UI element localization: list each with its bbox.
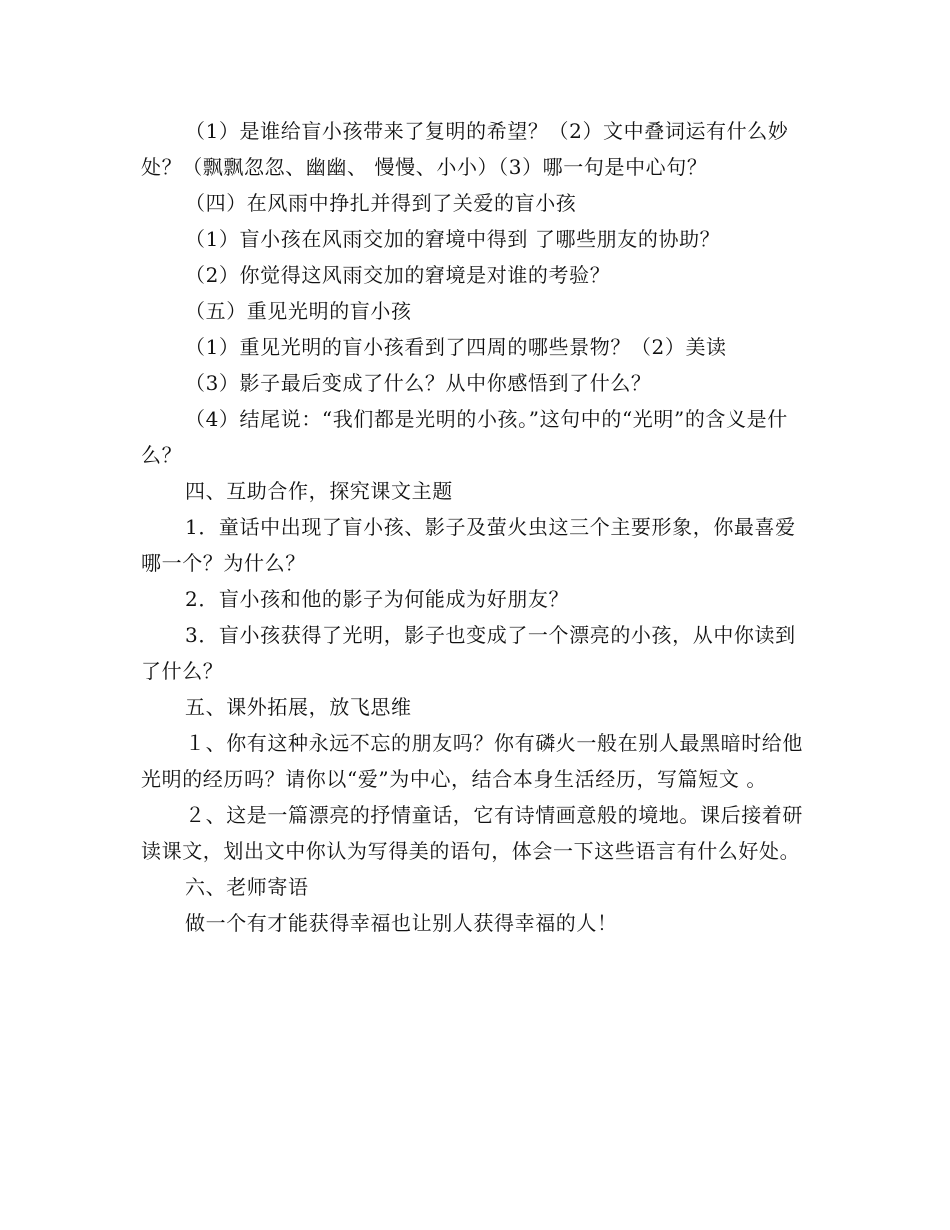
- heading-part-five: 五、课外拓展，放飞思维: [185, 695, 412, 719]
- paragraph-question-5-4: （4）结尾说：“我们都是光明的小孩。”这句中的“光明”的含义是什么？: [141, 407, 788, 467]
- document-body: [141, 113, 811, 941]
- paragraph-question-5-3: （3）影子最后变成了什么？从中你感悟到了什么？: [185, 371, 652, 395]
- paragraph-item-3: 3．盲小孩获得了光明，影子也变成了一个漂亮的小孩，从中你读到了什么？: [141, 623, 796, 683]
- heading-part-four: 四、互助合作，探究课文主题: [185, 479, 453, 503]
- paragraph-item-2: 2．盲小孩和他的影子为何能成为好朋友？: [185, 587, 570, 611]
- paragraph-teacher-message: 做一个有才能获得幸福也让别人获得幸福的人！: [185, 911, 618, 935]
- paragraph-extension-2: ２、这是一篇漂亮的抒情童话，它有诗情画意般的境地。课后接着研读课文，划出文中你认为写得美的语句，体会一下这些语言有什么好处。: [141, 803, 803, 863]
- paragraph-question-5-1: （1）重见光明的盲小孩看到了四周的哪些景物？（2）美读: [185, 335, 727, 359]
- section-heading-4: （四）在风雨中挣扎并得到了关爱的盲小孩: [185, 191, 577, 215]
- paragraph-question-1-3: （1）是谁给盲小孩带来了复明的希望？（2）文中叠词运有什么妙处？（飘飘忽忽、幽幽、 慢慢、小小）（3）哪一句是中心句？: [141, 119, 789, 179]
- paragraph-question-4-1: （1）盲小孩在风雨交加的窘境中得到 了哪些朋友的协助？: [185, 227, 721, 251]
- paragraph-extension-1: １、你有这种永远不忘的朋友吗？你有磷火一般在别人最黑暗时给他光明的经历吗？请你以“爱”为中心，结合本身生活经历，写篇短文 。: [141, 731, 803, 791]
- section-heading-5: （五）重见光明的盲小孩: [185, 299, 412, 323]
- paragraph-question-4-2: （2）你觉得这风雨交加的窘境是对谁的考验？: [185, 263, 611, 287]
- paragraph-item-1: 1．童话中出现了盲小孩、影子及萤火虫这三个主要形象，你最喜爱哪一个？为什么？: [141, 515, 796, 575]
- heading-part-six: 六、老师寄语: [185, 875, 309, 899]
